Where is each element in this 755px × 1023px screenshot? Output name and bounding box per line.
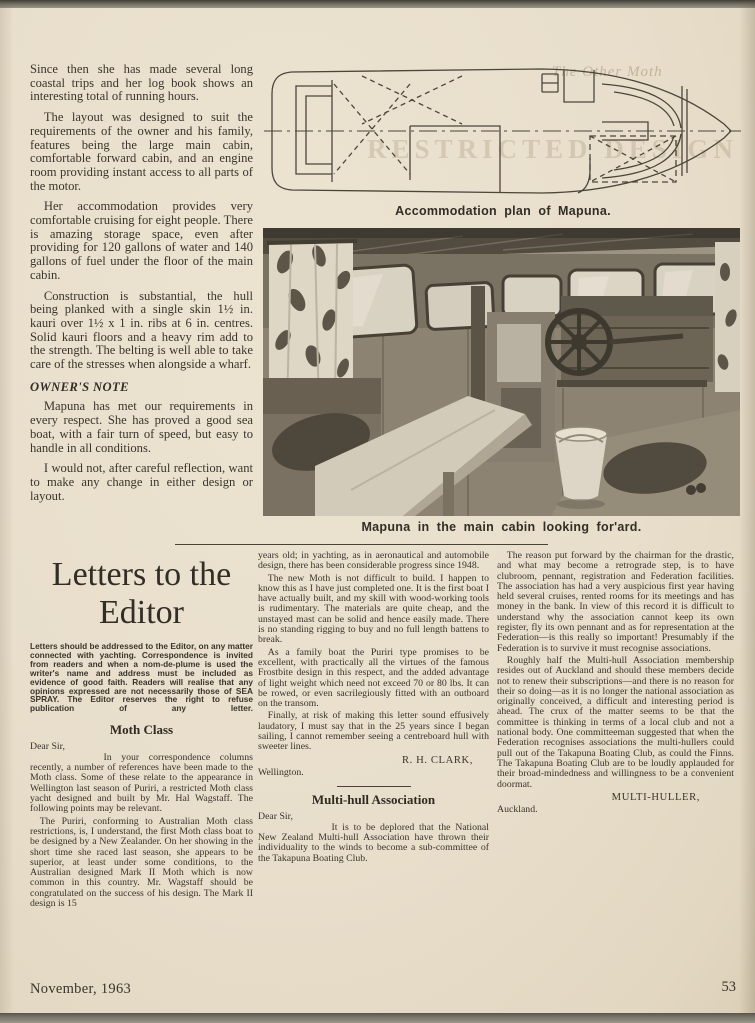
article-paragraph: Construction is substantial, the hull being planked with a single skin 1½ in. kauri over 1½ x 1 in. ribs at 6 in. centres. Solid kauri floors and a heavy rim add to the strength. The belting is well able to take care of the stresses when alongside a wharf. [30, 288, 253, 372]
moth-class-heading: Moth Class [109, 722, 174, 738]
page-number: 53 [721, 979, 736, 995]
letter-paragraph: It is to be deplored that the National New Zealand Multi-hull Association have thrown their individuality to the winds to become a sub-committee of the Takapuna Boating Club. [258, 821, 489, 864]
main-cabin-wall [410, 126, 500, 193]
letter-paragraph: years old; in yachting, as in aeronautical and automobile design, there has been considerable progress since 1948. [258, 550, 489, 572]
letters-column-1 [30, 554, 253, 911]
aft-cabin-walls [296, 86, 332, 174]
letter-paragraph: As a family boat the Puriri type promises to be excellent, with practically all the virtues of the famous Frostbite design in this respect, and the added advantage of light weight which need not exceed 70 or 80 lbs. It can be rowed, or even sacrilegiously fitted with an outboard on the transom. [258, 646, 489, 710]
letter-paragraph: Finally, at risk of making this letter sound effusively laudatory, I must say that in the 25 years since I began sailing, I cannot remember seeing a centreboard hull with sweeter lines. [258, 710, 489, 753]
article-paragraph: Mapuna has met our requirements in every respect. She has proved a good sea boat, with a fair turn of speed, but easy to handle in all conditions. [30, 399, 253, 455]
section-divider-rule [175, 544, 548, 545]
salutation: Dear Sir, [258, 810, 293, 822]
letters-title-line2: Editor [99, 594, 184, 631]
showthrough-text: The Other Moth [552, 64, 663, 80]
page-edge-left [0, 0, 14, 1023]
letter-paragraph: The new Moth is not difficult to build. I happen to know this as I have just completed one. It is the first boat I have actually built, and my skill with wood-working tools is rudimentary. The materials are quite cheap, and the unstayed mast can be solid and hence easily made. There is no standing rigging to buy and no full length battens to break. [258, 572, 489, 646]
center-berth-cross [590, 136, 676, 182]
letter-paragraph: The reason put forward by the chairman for the drastic, and what may become a retrograde step, is to have clubroom, pennant, registration and Federation facilities. The association has had a very auspicious first year having held several cruises, rented rooms for its meetings and has money in the bank. In view of this record it is difficult to understand why the association cannot keep its own register, fly its own pennant and as for representation at the Federation—is this really so important! Presumably if the Federation is to survive it must recognise associations. [497, 550, 734, 654]
letter-divider-rule [337, 786, 411, 787]
article-paragraph: Her accommodation provides very comfortable cruising for eight people. There is amazing storage space, even after providing for 120 gallons of water and 140 gallons of fuel under the floor of the main cabin. [30, 199, 253, 282]
aft-berth-cross [334, 84, 410, 174]
letter-paragraph: Roughly half the Multi-hull Association membership resides out of Auckland and should these members decide not to renew their subscriptions—and there is no reason for their so doing—as it is no longer the national association as originally conceived, a difficult and interesting period is ahead. The crux of the matter seems to be that the committee is thinking in terms of a local club and not a national body. One committeeman suggested that when the Federation recognises associations the multi-hullers could pull out of the Takapuna Boating Club, as could the Finns. The Takapuna Boating Club are to be loudly applauded for their broad-mindedness and willingness to be a convenient doormat. [497, 654, 734, 790]
boat-plan-drawing [262, 62, 744, 202]
article-paragraph: The layout was designed to suit the requirements of the owner and his family, features being the large main cabin, comfortable forward cabin, and an engine room providing instant access to all parts of the motor. [30, 110, 253, 193]
companionway-steps [542, 74, 558, 92]
letters-title-line1: Letters to the [51, 556, 232, 593]
galley-wall [564, 70, 594, 102]
multi-hull-heading: Multi-hull Association [311, 792, 436, 808]
salutation: Dear Sir, [30, 740, 65, 752]
quarter-berth-cross [362, 76, 462, 124]
article-paragraph: I would not, after careful reflection, want to make any change in either design or layout. [30, 461, 253, 503]
article-paragraph: Since then she has made several long coastal trips and her log book shows an interesting total of running hours. [30, 62, 253, 104]
letter-paragraph: The Puriri, conforming to Australian Moth class restrictions, is, I understand, the first Moth class boat to be designed by a New Zealander. On her showing in the short time she raced last season, she appears to be superior, at least under some conditions, to the Australian designed Mark II Moth which is now common in this country. Mr. Wagstaff should be congratulated on the success of his design. The Mark II design is 15 [30, 815, 253, 909]
letters-column-2 [258, 551, 489, 866]
letters-intro: Letters should be addressed to the Editor, on any matter connected with yachting. Correspondence is invited from readers and when a nom-de-plume is used the writer's name and address must be included as evidence of good faith. Readers will realise that any opinions expressed are not necessarily those of SEA SPRAY. The Editor reserves the right to refuse publication of any letter. [30, 641, 253, 714]
cabin-photo [263, 228, 740, 516]
seat-curve [578, 158, 590, 193]
letter-signature-location: Wellington. [258, 766, 304, 778]
scan-edge-top [0, 0, 755, 8]
cabin-photo-illustration [263, 228, 740, 516]
mapuna-article-column [30, 63, 253, 510]
plan-caption: Accommodation plan of Mapuna. [395, 204, 611, 218]
letter-signature: R. H. CLARK, [401, 754, 473, 766]
letter-signature-location: Auckland. [497, 804, 538, 816]
accommodation-plan-figure [262, 62, 744, 202]
showthrough-text: RESTRICTED DESIGN [367, 134, 738, 164]
photo-caption: Mapuna in the main cabin looking for'ard. [361, 520, 642, 534]
letters-title [30, 556, 253, 632]
owners-note-heading: OWNER'S NOTE [30, 379, 129, 394]
letter-paragraph: In your correspondence columns recently, a number of references have been made to the Moth class. Some of these relate to the appearance in Wellington last season of Puriri, a restricted Moth class yacht designed and built by Mr. Hal Wagstaff. The following points may be relevant. [30, 751, 253, 815]
scan-edge-bottom [0, 1013, 755, 1023]
footer-date: November, 1963 [30, 981, 132, 997]
letters-column-3 [497, 551, 734, 817]
letter-signature: MULTI-HULLER, [611, 791, 700, 803]
